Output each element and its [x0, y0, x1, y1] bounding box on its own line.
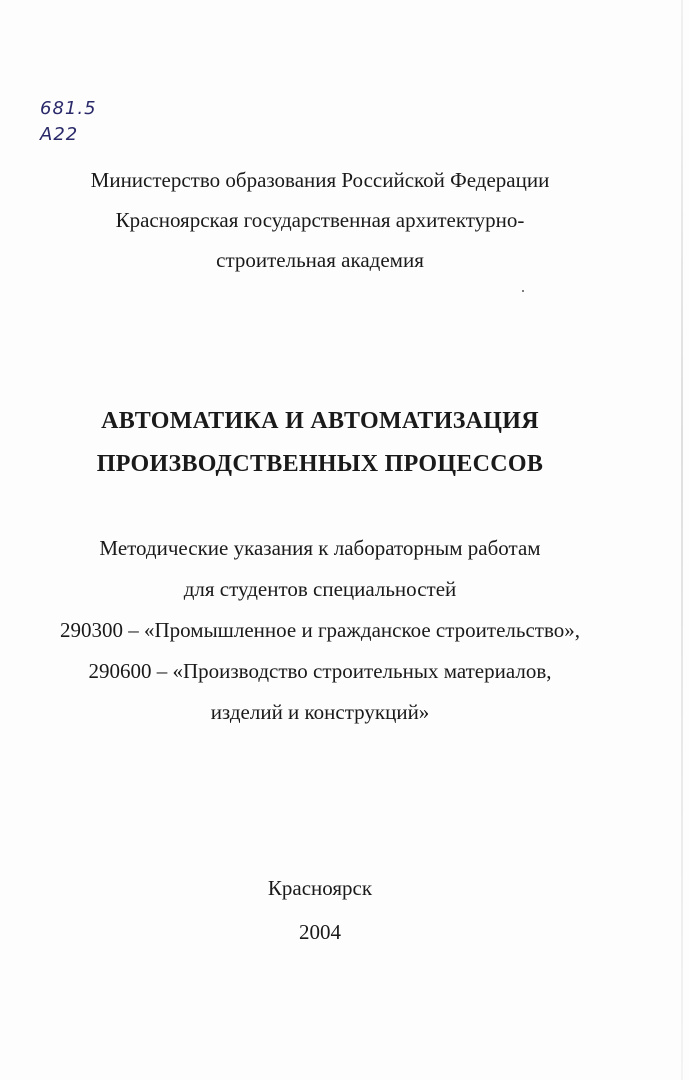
document-footer	[0, 866, 640, 954]
title-line2: ПРОИЗВОДСТВЕННЫХ ПРОЦЕССОВ	[96, 451, 544, 477]
catalog-index: A22	[40, 124, 79, 145]
description-line4: 290600 – «Производство строительных материалов,	[88, 659, 552, 683]
description-line2: для студентов специальностей	[183, 577, 457, 601]
publication-city: Красноярск	[267, 876, 373, 900]
academy-name-line2: строительная академия	[216, 248, 424, 272]
handwritten-catalog-note	[40, 96, 97, 148]
description-line5: изделий и конструкций»	[210, 700, 430, 724]
description-line3: 290300 – «Промышленное и гражданское строительство»,	[60, 618, 580, 642]
title-line1: АВТОМАТИКА И АВТОМАТИЗАЦИЯ	[101, 408, 539, 434]
scan-speck	[522, 290, 524, 292]
catalog-code: 681.5	[40, 98, 97, 119]
ministry-name: Министерство образования Российской Федерации	[90, 168, 550, 192]
publication-year: 2004	[299, 920, 341, 944]
scan-edge	[681, 0, 683, 1080]
description-line1: Методические указания к лабораторным работам	[99, 536, 541, 560]
document-title	[0, 400, 640, 486]
institution-header	[0, 160, 640, 280]
document-description	[0, 528, 640, 733]
academy-name-line1: Красноярская государственная архитектурно-	[115, 208, 525, 232]
